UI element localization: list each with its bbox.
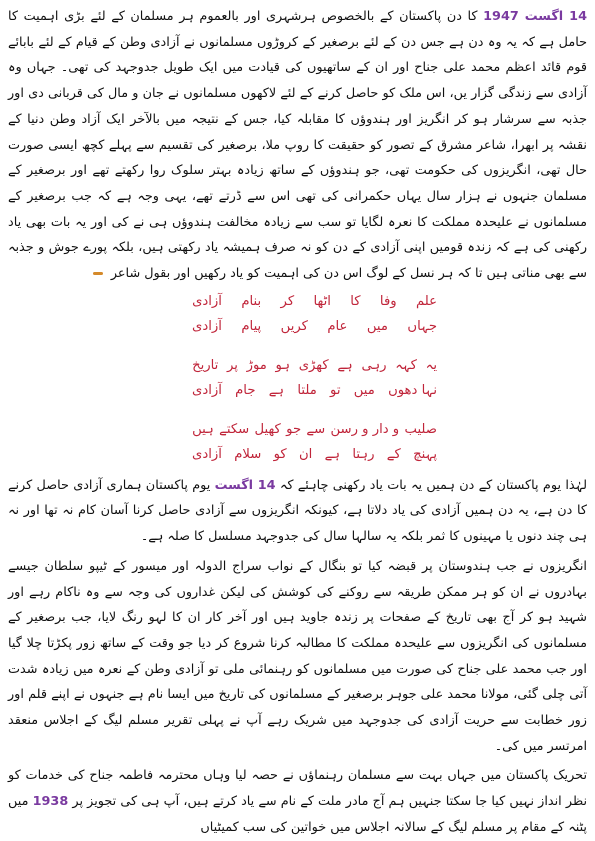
poem-word: میں <box>366 318 388 334</box>
poem-word: تو <box>330 382 341 398</box>
poem-word: آزادی <box>192 382 222 398</box>
poem-word: بنام <box>241 293 262 309</box>
poem-word: ان <box>298 446 313 462</box>
poem-word: ہو <box>275 357 291 373</box>
poem-word: ہیں <box>192 421 214 437</box>
poem-word: پر <box>226 357 238 373</box>
poem-word: کر <box>280 293 295 309</box>
date-day-2: 14 <box>257 477 276 493</box>
poem-word: رہتا <box>352 446 375 462</box>
poem-word: ہے <box>324 446 341 462</box>
poem-word: نہا دھوں <box>388 382 437 398</box>
poem-word: سے <box>306 421 326 437</box>
poem-word: ملتا <box>297 382 317 398</box>
poem-word: صلیب <box>404 421 437 437</box>
para3-text: انگریزوں نے جب ہندوستان پر قبضہ کیا تو بنگال کے نواب سراج الدولہ اور میسور کے ٹیپو سلطان جیسے بہادروں نے ان کو ہر ممکن طریقہ سے روکنے کی کوشش کی لیکن غداروں کی وجہ سے وہ ناکام رہے اور شہید ہو کر آج بھی تاریخ کے صفحات پر زندہ جاوید ہیں اور آخر کار ان کا لہو رنگ لایا، جب برصغیر کے مسلمانوں کی انگریزوں سے علیحدہ مملکت کا مطالبہ کرنا شروع کر دیا جو وقت کے ساتھ زور پکڑتا چلا گیا اور جب محمد علی جناح کی صورت میں مسلمانوں کو رہنمائی ملی تو آزادی وطن کے نعرہ میں زیادہ شدت آتی چلی گئی، مولانا محمد علی جوہر برصغیر کے مسلمانوں کی تاریخ میں ایسا نام ہے جنہوں نے اپنے قلم اور زور خطابت سے حریت آزادی کی جدوجہد میں شریک رہے آپ نے پہلی تقریر مسلم لیگ کے اجلاس منعقد امرتسر میں کی۔ <box>8 558 587 754</box>
poem-word: جام <box>235 382 256 398</box>
poem-stanza <box>8 289 587 339</box>
poem-stanza <box>8 353 587 403</box>
poem-word: میں <box>353 382 375 398</box>
poem-word: کہہ <box>395 357 417 373</box>
poem-line <box>192 442 437 467</box>
date-highlight-2 <box>215 478 276 493</box>
poem-word: علم <box>415 293 437 309</box>
poem-word: موڑ <box>246 357 267 373</box>
date-day: 14 <box>569 9 587 24</box>
poem-word: آزادی <box>192 293 222 309</box>
poem-word: آزادی <box>192 318 222 334</box>
poem-word: تاریخ <box>192 357 219 373</box>
poem-word: ہے <box>268 382 285 398</box>
para2-before: لہٰذا یوم پاکستان کے دن ہمیں یہ بات یاد رکھنی چاہئے کہ <box>279 477 587 493</box>
poem-word: ہے <box>337 357 353 373</box>
poem-word: کھیل <box>254 421 281 437</box>
poem-line <box>192 378 437 403</box>
poem-word: جہاں <box>407 318 437 334</box>
para4-before: تحریک پاکستان میں جہاں بہت سے مسلمان رہنماؤں نے حصہ لیا وہاں محترمہ فاطمہ جناح کی خدمات کو نظر انداز نہیں کیا جا سکتا جنہیں ہم آج مادر ملت کے نام سے یاد کرتے ہیں، آپ ہی کی تجویز پر <box>8 768 587 810</box>
poem-word: کا <box>350 293 361 309</box>
poem-line <box>192 417 437 442</box>
poem-word: کو <box>273 446 287 462</box>
para2-after: یوم پاکستان ہماری آزادی حاصل کرنے کا دن ہے، یہ دن ہمیں آزادی کی یاد دلاتا ہے، کیونکہ انگریزوں سے آزادی حاصل کرنا آسان کام نہ تھا اور نہ ہی چند دنوں یا مہینوں کا ثمر بلکہ یہ سالہا سال کی جدوجہد مسلسل کا صلہ ہے۔ <box>8 477 587 545</box>
poem-word: آزادی <box>192 446 222 462</box>
date-month-2: اگست <box>214 477 254 493</box>
poem-stanza <box>8 417 587 467</box>
paragraph-4 <box>8 763 587 840</box>
poem-block <box>8 289 587 467</box>
intro-paragraph <box>8 4 587 287</box>
poem-word: کریں <box>280 318 308 334</box>
poem-word: پہنچ <box>413 446 437 462</box>
poem-word: پیام <box>241 318 262 334</box>
poem-word: سلام <box>234 446 262 462</box>
paragraph-2 <box>8 473 587 550</box>
intro-text: کا دن پاکستان کے بالخصوص ہرشہری اور بالعموم ہر مسلمان کے لئے بڑی اہمیت کا حامل ہے کہ یہ وہ دن ہے جس دن کے لئے برصغیر کے کروڑوں مسلمانوں نے آزادی وطن کے قیام کے لئے بابائے قوم قائد اعظم محمد علی جناح اور ان کے ساتھیوں کی قیادت میں ایک طویل جدوجہد کی تھی۔ جہاں وہ آزادی سے زندگی گزار یں، اس ملک کو حاصل کرنے کے لئے لاکھوں مسلمانوں نے جان و مال کی قربانی دی اور جذبہ سے سرشار ہو کر انگریز اور ہندوؤں کا مقابلہ کیا، جس کے نتیجہ میں بالآخر ایک آزاد وطن دنیا کے نقشہ پر ابھرا، شاعر مشرق کے تصور کو حقیقت کا روپ ملا، برصغیر کی تقسیم سے پہلے کچھ ایسی صورت حال تھی، انگریزوں کی حکومت تھی، جو ہندوؤں کے ساتھ زیادہ بہتر سلوک روا رکھتے تھے اور برصغیر کے مسلمان جنہوں نے ہزار سال یہاں حکمرانی کی تھی اس سے ڈرتے تھے، یہی وجہ ہے کہ جب برصغیر کے مسلمانوں نے علیحدہ مملکت کا نعرہ لگایا تو سب سے زیادہ مخالفت ہندوؤں ہی نے کی اور یہ بات بھی یاد رکھنی کی ہے کہ زندہ قومیں اپنی آزادی کے دن کو نہ صرف ہمیشہ یاد رکھتی ہیں، بلکہ پورے جوش و جذبہ سے بھی مناتی ہیں تا کہ ہر نسل کے لوگ اس دن کی اہمیت کو یاد رکھیں اور بقول شاعر <box>8 9 587 282</box>
poem-word: کھڑی <box>298 357 329 373</box>
poem-word: رہی <box>361 357 387 373</box>
poem-word: وفا <box>379 293 397 309</box>
para4-after: میں پٹنہ کے مقام پر مسلم لیگ کے سالانہ اجلاس میں خواتین کی سب کمیٹیاں <box>8 794 587 835</box>
paragraph-3 <box>8 554 587 760</box>
date-month-year: اگست 1947 <box>483 9 564 24</box>
poem-word: و دار و رسن <box>330 421 400 437</box>
poem-line <box>192 314 437 339</box>
poem-word: جو <box>286 421 302 437</box>
poem-word: عام <box>327 318 348 334</box>
poem-word: کے <box>386 446 401 462</box>
poem-word: اٹھا <box>313 293 331 309</box>
poem-line <box>192 289 437 314</box>
poem-word: یہ <box>425 357 437 373</box>
year-highlight: 1938 <box>32 794 69 810</box>
date-highlight <box>483 9 587 24</box>
accent-mark-icon <box>93 272 103 275</box>
poem-word: سکتے <box>219 421 250 437</box>
poem-line <box>192 353 437 378</box>
